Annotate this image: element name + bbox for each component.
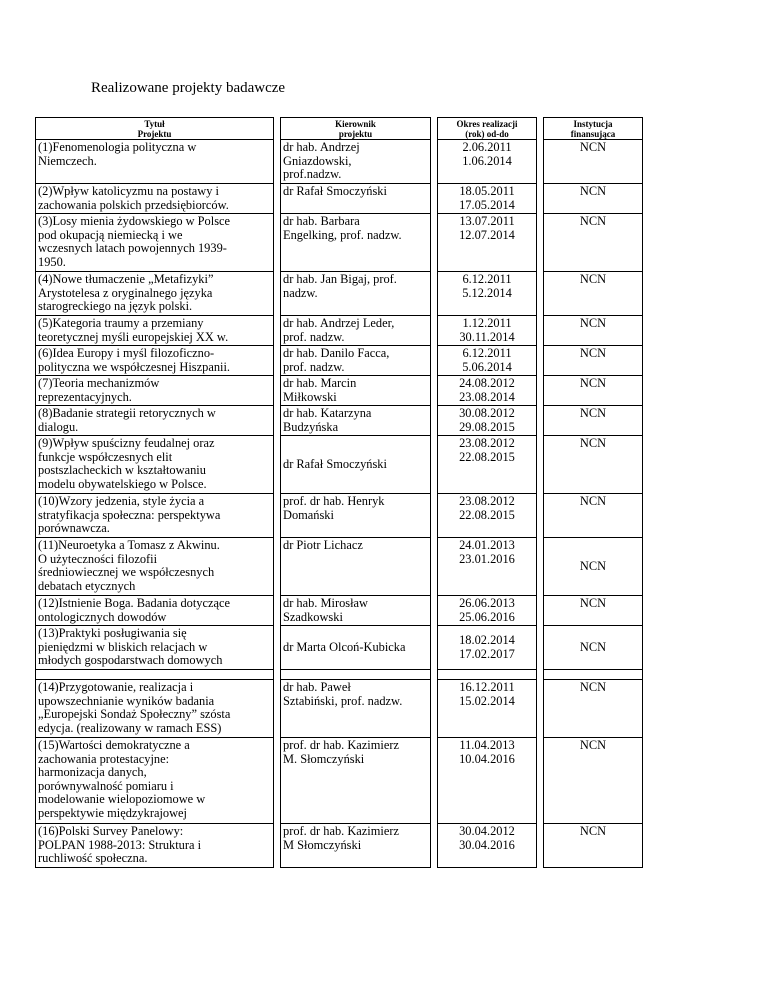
column-gap [537, 376, 544, 406]
column-gap [537, 680, 544, 738]
column-gap [431, 346, 438, 376]
column-gap [274, 316, 281, 346]
spacer-cell [438, 670, 537, 680]
cell-inst: NCN [544, 346, 643, 376]
table-row [36, 316, 643, 346]
cell-title: (14)Przygotowanie, realizacja i upowszechnianie wyników badania „Europejski Sondaż Społeczny” szósta edycja. (realizowany w ramach ESS) [36, 680, 274, 738]
cell-title: (8)Badanie strategii retorycznych w dialogu. [36, 406, 274, 436]
column-gap [431, 680, 438, 738]
table-row [36, 738, 643, 824]
cell-period: 18.02.2014 17.02.2017 [438, 626, 537, 670]
column-gap [537, 738, 544, 824]
column-gap [274, 494, 281, 538]
cell-inst: NCN [544, 406, 643, 436]
column-gap [431, 596, 438, 626]
cell-inst: NCN [544, 316, 643, 346]
cell-title: (4)Nowe tłumaczenie „Metafizyki” Arystotelesa z oryginalnego języka starogreckiego na język polski. [36, 272, 274, 316]
column-gap [537, 670, 544, 680]
column-gap [431, 824, 438, 868]
cell-lead: dr Piotr Lichacz [281, 538, 431, 596]
cell-inst: NCN [544, 184, 643, 214]
column-gap [274, 118, 281, 140]
cell-lead: dr hab. Katarzyna Budzyńska [281, 406, 431, 436]
column-gap [431, 316, 438, 346]
cell-title: (3)Losy mienia żydowskiego w Polsce pod okupacją niemiecką i we wczesnych latach powojennych 1939- 1950. [36, 214, 274, 272]
column-gap [274, 436, 281, 494]
header-title: Tytuł Projektu [36, 118, 274, 140]
cell-title: (15)Wartości demokratyczne a zachowania protestacyjne: harmonizacja danych, porównywalność pomiaru i modelowanie wielopoziomowe w perspektywie międzykrajowej [36, 738, 274, 824]
cell-title: (9)Wpływ spuścizny feudalnej oraz funkcje współczesnych elit postszlacheckich w kształtowaniu modelu obywatelskiego w Polsce. [36, 436, 274, 494]
table-row [36, 626, 643, 670]
table-row [36, 272, 643, 316]
cell-lead: dr hab. Andrzej Leder, prof. nadzw. [281, 316, 431, 346]
table-row [36, 436, 643, 494]
column-gap [431, 272, 438, 316]
cell-lead: prof. dr hab. Henryk Domański [281, 494, 431, 538]
cell-lead: dr hab. Paweł Sztabiński, prof. nadzw. [281, 680, 431, 738]
cell-inst: NCN [544, 738, 643, 824]
table-header-row [36, 118, 643, 140]
cell-inst: NCN [544, 214, 643, 272]
header-period: Okres realizacji (rok) od-do [438, 118, 537, 140]
column-gap [537, 494, 544, 538]
cell-inst: NCN [544, 538, 643, 596]
cell-inst: NCN [544, 824, 643, 868]
cell-title: (2)Wpływ katolicyzmu na postawy i zachowania polskich przedsiębiorców. [36, 184, 274, 214]
column-gap [537, 140, 544, 184]
table-row [36, 824, 643, 868]
cell-title: (11)Neuroetyka a Tomasz z Akwinu. O użyteczności filozofii średniowiecznej we współczesnych debatach etycznych [36, 538, 274, 596]
cell-title: (16)Polski Survey Panelowy: POLPAN 1988-2013: Struktura i ruchliwość społeczna. [36, 824, 274, 868]
column-gap [431, 538, 438, 596]
column-gap [537, 538, 544, 596]
page-title: Realizowane projekty badawcze [91, 80, 286, 96]
cell-period: 6.12.2011 5.06.2014 [438, 346, 537, 376]
cell-period: 2.06.2011 1.06.2014 [438, 140, 537, 184]
cell-title: (12)Istnienie Boga. Badania dotyczące ontologicznych dowodów [36, 596, 274, 626]
column-gap [274, 214, 281, 272]
cell-period: 24.01.2013 23.01.2016 [438, 538, 537, 596]
spacer-cell [281, 670, 431, 680]
column-gap [431, 118, 438, 140]
column-gap [431, 214, 438, 272]
cell-title: (10)Wzory jedzenia, style życia a stratyfikacja społeczna: perspektywa porównawcza. [36, 494, 274, 538]
cell-inst: NCN [544, 680, 643, 738]
column-gap [274, 346, 281, 376]
table-row [36, 494, 643, 538]
column-gap [431, 376, 438, 406]
column-gap [537, 118, 544, 140]
cell-lead: dr hab. Mirosław Szadkowski [281, 596, 431, 626]
column-gap [274, 738, 281, 824]
column-gap [537, 316, 544, 346]
cell-inst: NCN [544, 494, 643, 538]
cell-lead: dr hab. Barbara Engelking, prof. nadzw. [281, 214, 431, 272]
cell-period: 16.12.2011 15.02.2014 [438, 680, 537, 738]
table-row [36, 680, 643, 738]
cell-period: 30.04.2012 30.04.2016 [438, 824, 537, 868]
cell-period: 24.08.2012 23.08.2014 [438, 376, 537, 406]
column-gap [537, 406, 544, 436]
cell-period: 30.08.2012 29.08.2015 [438, 406, 537, 436]
column-gap [274, 670, 281, 680]
cell-period: 23.08.2012 22.08.2015 [438, 494, 537, 538]
cell-lead: dr hab. Marcin Miłkowski [281, 376, 431, 406]
cell-period: 26.06.2013 25.06.2016 [438, 596, 537, 626]
cell-lead: dr hab. Jan Bigaj, prof. nadzw. [281, 272, 431, 316]
column-gap [274, 538, 281, 596]
table-row [36, 214, 643, 272]
column-gap [274, 596, 281, 626]
cell-title: (13)Praktyki posługiwania się pieniędzmi w bliskich relacjach w młodych gospodarstwach domowych [36, 626, 274, 670]
column-gap [431, 436, 438, 494]
spacer-cell [36, 670, 274, 680]
table-row [36, 346, 643, 376]
table-row [36, 184, 643, 214]
column-gap [274, 680, 281, 738]
column-gap [431, 406, 438, 436]
spacer-cell [544, 670, 643, 680]
column-gap [537, 272, 544, 316]
cell-lead: dr Rafał Smoczyński [281, 436, 431, 494]
cell-period: 1.12.2011 30.11.2014 [438, 316, 537, 346]
column-gap [274, 272, 281, 316]
cell-inst: NCN [544, 596, 643, 626]
cell-period: 6.12.2011 5.12.2014 [438, 272, 537, 316]
column-gap [537, 596, 544, 626]
column-gap [431, 670, 438, 680]
column-gap [431, 626, 438, 670]
table-row [36, 140, 643, 184]
column-gap [537, 626, 544, 670]
column-gap [537, 184, 544, 214]
table-row [36, 596, 643, 626]
projects-table [35, 117, 643, 868]
cell-title: (1)Fenomenologia polityczna w Niemczech. [36, 140, 274, 184]
table-row [36, 406, 643, 436]
column-gap [274, 376, 281, 406]
cell-period: 23.08.2012 22.08.2015 [438, 436, 537, 494]
cell-lead: dr Marta Olcoń-Kubicka [281, 626, 431, 670]
cell-period: 13.07.2011 12.07.2014 [438, 214, 537, 272]
cell-lead: dr hab. Danilo Facca, prof. nadzw. [281, 346, 431, 376]
cell-inst: NCN [544, 140, 643, 184]
column-gap [431, 494, 438, 538]
column-gap [537, 346, 544, 376]
cell-period: 11.04.2013 10.04.2016 [438, 738, 537, 824]
column-gap [431, 140, 438, 184]
cell-title: (5)Kategoria traumy a przemiany teoretycznej myśli europejskiej XX w. [36, 316, 274, 346]
table-row [36, 538, 643, 596]
column-gap [274, 140, 281, 184]
cell-lead: dr Rafał Smoczyński [281, 184, 431, 214]
cell-inst: NCN [544, 436, 643, 494]
table-spacer-row [36, 670, 643, 680]
column-gap [431, 738, 438, 824]
column-gap [274, 626, 281, 670]
cell-title: (6)Idea Europy i myśl filozoficzno- polityczna we współczesnej Hiszpanii. [36, 346, 274, 376]
column-gap [274, 184, 281, 214]
cell-title: (7)Teoria mechanizmów reprezentacyjnych. [36, 376, 274, 406]
cell-lead: dr hab. Andrzej Gniazdowski, prof.nadzw. [281, 140, 431, 184]
column-gap [431, 184, 438, 214]
cell-inst: NCN [544, 272, 643, 316]
table-row [36, 376, 643, 406]
cell-lead: prof. dr hab. Kazimierz M. Słomczyński [281, 738, 431, 824]
header-lead: Kierownik projektu [281, 118, 431, 140]
cell-period: 18.05.2011 17.05.2014 [438, 184, 537, 214]
column-gap [537, 824, 544, 868]
column-gap [537, 436, 544, 494]
column-gap [274, 824, 281, 868]
cell-inst: NCN [544, 626, 643, 670]
column-gap [537, 214, 544, 272]
column-gap [274, 406, 281, 436]
header-inst: Instytucja finansująca [544, 118, 643, 140]
cell-inst: NCN [544, 376, 643, 406]
cell-lead: prof. dr hab. Kazimierz M Słomczyński [281, 824, 431, 868]
